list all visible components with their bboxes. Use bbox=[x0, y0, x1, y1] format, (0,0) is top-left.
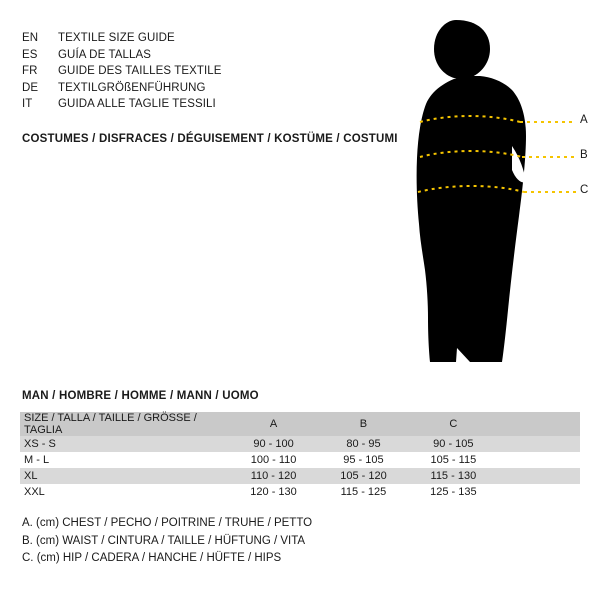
cell-hip: 115 - 130 bbox=[408, 468, 498, 484]
cell-hip: 125 - 135 bbox=[408, 484, 498, 500]
measurement-notes bbox=[22, 515, 312, 568]
language-code: IT bbox=[22, 98, 33, 111]
language-code: DE bbox=[22, 81, 39, 94]
cell-waist: 115 - 125 bbox=[319, 484, 409, 500]
cell-spacer bbox=[498, 484, 580, 500]
cell-waist: 80 - 95 bbox=[319, 436, 409, 452]
table-header-a: A bbox=[229, 412, 319, 436]
cell-chest: 90 - 100 bbox=[229, 436, 319, 452]
cell-chest: 100 - 110 bbox=[229, 452, 319, 468]
cell-size: M - L bbox=[20, 452, 229, 468]
cell-size: XXL bbox=[20, 484, 229, 500]
language-row bbox=[22, 47, 382, 64]
costumes-heading: COSTUMES / DISFRACES / DÉGUISEMENT / KOSTÜME / COSTUMI bbox=[22, 133, 398, 145]
cell-spacer bbox=[498, 436, 580, 452]
cell-spacer bbox=[498, 452, 580, 468]
cell-hip: 105 - 115 bbox=[408, 452, 498, 468]
table-header-spacer bbox=[498, 412, 580, 436]
table-header-b: B bbox=[319, 412, 409, 436]
marker-label-c: C bbox=[580, 184, 589, 196]
note-chest: A. (cm) CHEST / PECHO / POITRINE / TRUHE / PETTO bbox=[22, 517, 313, 529]
language-title: GUIDA ALLE TAGLIE TESSILI bbox=[58, 98, 216, 111]
size-table bbox=[20, 412, 580, 500]
table-row bbox=[20, 436, 580, 452]
cell-spacer bbox=[498, 468, 580, 484]
language-code: EN bbox=[22, 32, 39, 44]
language-code: FR bbox=[22, 65, 38, 78]
cell-hip: 90 - 105 bbox=[408, 436, 498, 452]
language-list bbox=[22, 30, 382, 113]
language-row bbox=[22, 63, 382, 80]
language-title: GUÍA DE TALLAS bbox=[58, 48, 152, 61]
body-silhouette bbox=[398, 18, 588, 378]
cell-size: XL bbox=[20, 468, 229, 484]
note-waist: B. (cm) WAIST / CINTURA / TAILLE / HÜFTUNG / VITA bbox=[22, 534, 306, 547]
marker-label-b: B bbox=[580, 149, 588, 161]
cell-chest: 120 - 130 bbox=[229, 484, 319, 500]
table-header-row bbox=[20, 412, 580, 436]
cell-waist: 95 - 105 bbox=[319, 452, 409, 468]
marker-label-a: A bbox=[580, 114, 588, 126]
cell-waist: 105 - 120 bbox=[319, 468, 409, 484]
language-title: TEXTILGRÖßENFÜHRUNG bbox=[58, 81, 206, 94]
language-row bbox=[22, 96, 382, 113]
language-row bbox=[22, 30, 382, 47]
language-title: TEXTILE SIZE GUIDE bbox=[58, 32, 175, 44]
table-row bbox=[20, 468, 580, 484]
table-row bbox=[20, 484, 580, 500]
language-code: ES bbox=[22, 48, 38, 61]
table-header-c: C bbox=[408, 412, 498, 436]
table-row bbox=[20, 452, 580, 468]
language-row bbox=[22, 80, 382, 97]
note-hip: C. (cm) HIP / CADERA / HANCHE / HÜFTE / HIPS bbox=[22, 552, 282, 564]
silhouette-shape bbox=[417, 20, 526, 362]
table-section-title: MAN / HOMBRE / HOMME / MANN / UOMO bbox=[22, 390, 259, 402]
table-header-size: SIZE / TALLA / TAILLE / GRÖSSE / TAGLIA bbox=[20, 412, 229, 436]
language-title: GUIDE DES TAILLES TEXTILE bbox=[58, 65, 222, 78]
cell-size: XS - S bbox=[20, 436, 229, 452]
cell-chest: 110 - 120 bbox=[229, 468, 319, 484]
